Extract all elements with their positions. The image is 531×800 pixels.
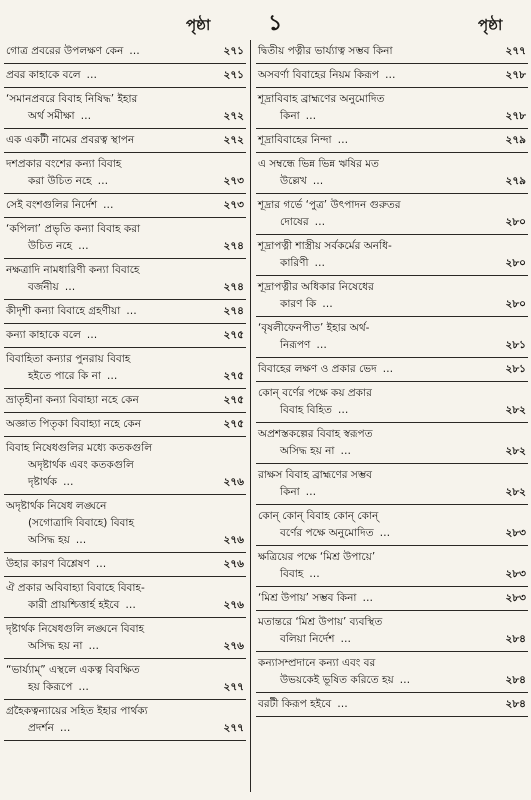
entry-line: বিবাহ নিষেধগুলির মধ্যে কতকগুলি [6,442,153,454]
entry-title [256,590,492,607]
leader-dots: … [103,199,116,211]
entry-title [4,43,210,60]
entry-page-number: ২৭৪ [223,240,244,252]
index-entry [256,153,528,194]
entry-title [256,156,492,190]
leader-dots: … [312,175,326,187]
entry-page-number: ২৭৫ [223,418,244,430]
page-number: ১ [268,11,283,36]
entry-line: ভ্রাতৃহীনা কন্যা বিবাহ্যা নহে কেন [6,394,139,406]
leader-dots: … [305,486,319,498]
leader-dots: … [64,281,78,293]
entry-line: নক্ষত্রাদি নামধারিণী কন্যা বিবাহে [6,264,140,276]
entry-line: হয় কিরূপে … [28,681,91,693]
entry-line: প্রদর্শন … [28,722,73,734]
entry-line: দোষের … [280,216,328,228]
entry-title [256,508,492,542]
index-entry [4,389,246,413]
index-entry [4,324,246,348]
entry-line: অসিদ্ধ হয় না … [280,445,353,457]
entry-page-number: ২৮৪ [505,698,526,710]
leader-dots: … [75,534,89,546]
entry-title [256,43,492,60]
entry-line: বিবাহের লক্ষণ ও প্রকার ভেদ … [258,363,396,375]
index-entry [4,495,246,553]
entry-page-number: ২৭৫ [223,370,244,382]
entry-page-number: ২৭৬ [223,599,244,611]
entry-title [4,351,210,385]
entry-line: অদৃষ্টার্থক এবং কতকগুলি [28,459,134,471]
index-entry [4,300,246,324]
entry-line: বর্জনীয় … [28,281,78,293]
index-entry [256,194,528,235]
entry-page-number: ২৭৬ [223,534,244,546]
entry-title [256,238,492,272]
entry-title [256,279,492,313]
entry-line: বরটী কিরূপ হইবে … [258,698,350,710]
entry-page-number: ২৭৫ [223,329,244,341]
entry-page-number: ২৭৭ [505,45,526,57]
entry-title [4,262,210,296]
leader-dots: … [382,363,396,375]
right-index-column [256,40,528,717]
entry-line: অসবর্ণা বিবাহের নিয়ম কিরূপ … [258,69,398,81]
entry-page-number: ২৮০ [505,216,526,228]
entry-title [4,703,210,737]
leader-dots: … [314,257,328,269]
entry-line: কারিণী … [280,257,328,269]
entry-line: হইতে পারে কি না … [28,370,120,382]
entry-page-number: ২৭৭ [223,681,244,693]
entry-line: সেই বংশগুলির নির্দেশ … [6,199,116,211]
leader-dots: … [59,722,73,734]
index-entry [256,235,528,276]
index-entry [256,40,528,64]
entry-page-number: ২৮২ [505,445,526,457]
entry-page-number: ২৮১ [505,363,526,375]
entry-page-number: ২৭৪ [223,305,244,317]
entry-title [4,303,210,320]
entry-page-number: ২৭৮ [505,110,526,122]
index-entry [4,553,246,577]
leader-dots: … [309,568,322,580]
entry-line: ক্ষত্রিয়ের পক্ষে ‘মিশ্র উপায়ে’ [258,551,376,563]
entry-line: অজ্ঞাত পিতৃকা বিবাহ্যা নহে কেন [6,418,142,430]
entry-page-number: ২৮২ [505,486,526,498]
entry-title [4,621,210,655]
entry-page-number: ২৭৩ [223,199,244,211]
leader-dots: … [95,558,109,570]
index-entry [256,652,528,693]
entry-page-number: ২৮২ [505,404,526,416]
leader-dots: … [337,404,351,416]
index-entry [4,577,246,618]
leader-dots: … [86,69,100,81]
entry-title [256,696,492,713]
entry-line: প্রবর কাহাকে বলে … [6,69,100,81]
entry-line: গ্রহৈকত্বন্যায়ের সহিত ইহার পার্থক্য [6,705,148,717]
entry-page-number: ২৮৩ [505,527,526,539]
entry-page-number: ২৮৩ [505,568,526,580]
index-entry [4,413,246,437]
leader-dots: … [399,674,413,686]
leader-dots: … [125,599,138,611]
entry-title [4,662,210,696]
entry-page-number: ২৭৫ [223,394,244,406]
left-page-column-label: পৃষ্ঠা [186,16,211,34]
entry-title [256,614,492,648]
entry-line: শূদ্রার গর্ভে ‘পুত্র’ উৎপাদন গুরুতর [258,199,401,211]
entry-line: বলিয়া নির্দেশ … [280,633,353,645]
entry-line: দৃষ্টার্থক … [28,476,76,488]
entry-title [4,91,210,125]
entry-line: উভয়কেই ভূষিত করিতে হয় … [280,674,413,686]
entry-line: করা উচিত নহে … [28,175,111,187]
entry-page-number: ২৭২ [223,134,244,146]
index-entry [4,40,246,64]
leader-dots: … [78,240,91,252]
entry-line: অসিদ্ধ হয় … [28,534,89,546]
index-entry [256,546,528,587]
entry-line: শূদ্রাবিবাহের নিন্দা … [258,134,351,146]
entry-line: ‘কপিলা’ প্রভৃতি কন্যা বিবাহ করা [6,223,141,235]
entry-title [4,580,210,614]
entry-line: বিবাহ … [280,568,322,580]
entry-line: অদৃষ্টার্থক নিষেধ লঙ্ঘনে [6,500,107,512]
entry-line: শূদ্রাপত্নীর অধিকার নিষেধের [258,281,374,293]
index-entry [256,693,528,717]
entry-page-number: ২৭৯ [505,175,526,187]
entry-title [256,385,492,419]
entry-title [4,156,210,190]
leader-dots: … [316,339,329,351]
index-entry [4,700,246,741]
entry-page-number: ২৭৬ [223,476,244,488]
index-entry [4,348,246,389]
index-entry [4,194,246,218]
entry-line: কারী প্রায়শ্চিত্তার্হ হইবে … [28,599,138,611]
leader-dots: … [88,640,101,652]
leader-dots: … [379,527,393,539]
entry-title [256,426,492,460]
right-page-column-label: পৃষ্ঠা [478,16,503,34]
entry-line: অসিদ্ধ হয় না … [28,640,101,652]
index-entry [256,464,528,505]
index-entry [256,64,528,88]
entry-line: মতান্তরে ‘মিশ্র উপায়’ ব্যবস্থিত [258,616,383,628]
entry-line: বিবাহ বিহিত … [280,404,351,416]
entry-page-number: ২৭৬ [223,640,244,652]
leader-dots: … [126,305,139,317]
entry-title [4,327,210,344]
entry-title [256,197,492,231]
entry-line: বর্ণের পক্ষে অনুমোদিত … [280,527,393,539]
entry-line: শূদ্রাবিবাহ ব্রাহ্মণের অনুমোদিত [258,93,385,105]
index-entry [4,618,246,659]
entry-page-number: ২৮৪ [505,633,526,645]
entry-line: দশপ্রকার বংশের কন্যা বিবাহ [6,158,122,170]
entry-line: উল্লেখ … [280,175,326,187]
entry-line: ঐ প্রকার অবিবাহ্যা বিবাহে বিবাহ- [6,582,145,594]
entry-title [4,392,210,409]
leader-dots: … [129,45,142,57]
entry-title [256,361,492,378]
index-entry [4,437,246,495]
entry-page-number: ২৭৩ [223,175,244,187]
index-entry [4,64,246,88]
entry-title [4,132,210,149]
entry-title [4,197,210,214]
entry-page-number: ২৭১ [223,69,244,81]
entry-page-number: ২৭২ [223,110,244,122]
entry-line: কন্যা কাহাকে বলে … [6,329,100,341]
entry-title [4,67,210,84]
entry-line: ‘বৃষলীফেনপীত’ ইহার অর্থ- [258,322,370,334]
entry-title [256,67,492,84]
leader-dots: … [337,698,350,710]
entry-line: গোত্র প্রবরের উপলক্ষণ কেন … [6,45,142,57]
leader-dots: … [362,592,375,604]
entry-line: বিবাহিতা কন্যার পুনরায় বিবাহ [6,353,131,365]
index-entry [4,129,246,153]
entry-line: কারণ কি … [280,298,335,310]
entry-title [256,320,492,354]
entry-line: (সগোত্রাদি বিবাহে) বিবাহ [28,517,134,529]
entry-line: কিনা … [280,486,319,498]
entry-title [256,549,492,583]
entry-line: উচিত নহে … [28,240,91,252]
leader-dots: … [86,329,100,341]
entry-line: দৃষ্টার্থক নিষেধগুলি লঙ্ঘনে বিবাহ [6,623,145,635]
entry-line: নিরূপণ … [280,339,329,351]
entry-title [256,467,492,501]
entry-page-number: ২৭১ [223,45,244,57]
entry-line: কোন্ কোন্ বিবাহ কোন্ কোন্ [258,510,379,522]
index-entry [4,88,246,129]
entry-line: ‘সমানপ্রবরে বিবাহ নিষিদ্ধ’ ইহার [6,93,138,105]
entry-line: রাক্ষস বিবাহ ব্রাহ্মণের সম্ভব [258,469,373,481]
leader-dots: … [80,110,94,122]
index-entry [4,218,246,259]
entry-line: ‘মিশ্র উপায়’ সম্ভব কিনা … [258,592,375,604]
index-entry [256,382,528,423]
entry-page-number: ২৮১ [505,339,526,351]
entry-page-number: ২৭৭ [223,722,244,734]
entry-line: কিনা … [280,110,319,122]
leader-dots: … [78,681,91,693]
entry-title [4,221,210,255]
index-entry [256,129,528,153]
entry-title [256,655,492,689]
leader-dots: … [340,445,353,457]
index-entry [256,587,528,611]
leader-dots: … [106,370,120,382]
entry-page-number: ২৮৩ [505,592,526,604]
entry-line: কন্যাসম্প্রদানে কন্যা এবং বর [258,657,376,669]
entry-line: উহার কারণ বিশ্লেষণ … [6,558,109,570]
entry-line: অর্থ সমীক্ষা … [28,110,94,122]
left-index-column [4,40,246,741]
index-entry [4,659,246,700]
index-entry [256,611,528,652]
leader-dots: … [305,110,319,122]
entry-page-number: ২৮৪ [505,674,526,686]
index-entry [256,317,528,358]
index-entry [256,88,528,129]
entry-page-number: ২৮০ [505,257,526,269]
column-divider [250,40,251,792]
entry-line: দ্বিতীয় পত্নীর ভার্য্যাত্ব সম্ভব কিনা [258,45,393,57]
entry-title [4,498,210,549]
index-entry [256,505,528,546]
index-entry [4,259,246,300]
leader-dots: … [322,298,335,310]
leader-dots: … [340,633,353,645]
entry-line: “ভার্য্যাম্” এস্থলে একত্ব বিবক্ষিত [6,664,140,676]
index-entry [256,276,528,317]
index-entry [4,153,246,194]
entry-title [256,91,492,125]
entry-line: কোন্ বর্ণের পক্ষে কয় প্রকার [258,387,372,399]
leader-dots: … [97,175,111,187]
leader-dots: … [314,216,328,228]
entry-line: শূদ্রাপত্নী শাস্ত্রীয় সর্বকর্মের অনধি- [258,240,392,252]
entry-title [4,556,210,573]
leader-dots: … [63,476,76,488]
entry-title [4,416,210,433]
entry-title [4,440,210,491]
entry-page-number: ২৭৯ [505,134,526,146]
leader-dots: … [337,134,351,146]
entry-line: অপ্রশস্তকল্পের বিবাহ স্বরূপত [258,428,373,440]
entry-page-number: ২৮০ [505,298,526,310]
entry-title [256,132,492,149]
entry-line: এ সম্বন্ধে ভিন্ন ভিন্ন ঋষির মত [258,158,379,170]
entry-page-number: ২৭৬ [223,558,244,570]
index-entry [256,423,528,464]
index-entry [256,358,528,382]
entry-line: কীদৃশী কন্যা বিবাহে গ্রহণীয়া … [6,305,139,317]
entry-line: এক একটী নামের প্রবরত্ব স্থাপন [6,134,135,146]
entry-page-number: ২৭৮ [505,69,526,81]
leader-dots: … [384,69,398,81]
entry-page-number: ২৭৪ [223,281,244,293]
